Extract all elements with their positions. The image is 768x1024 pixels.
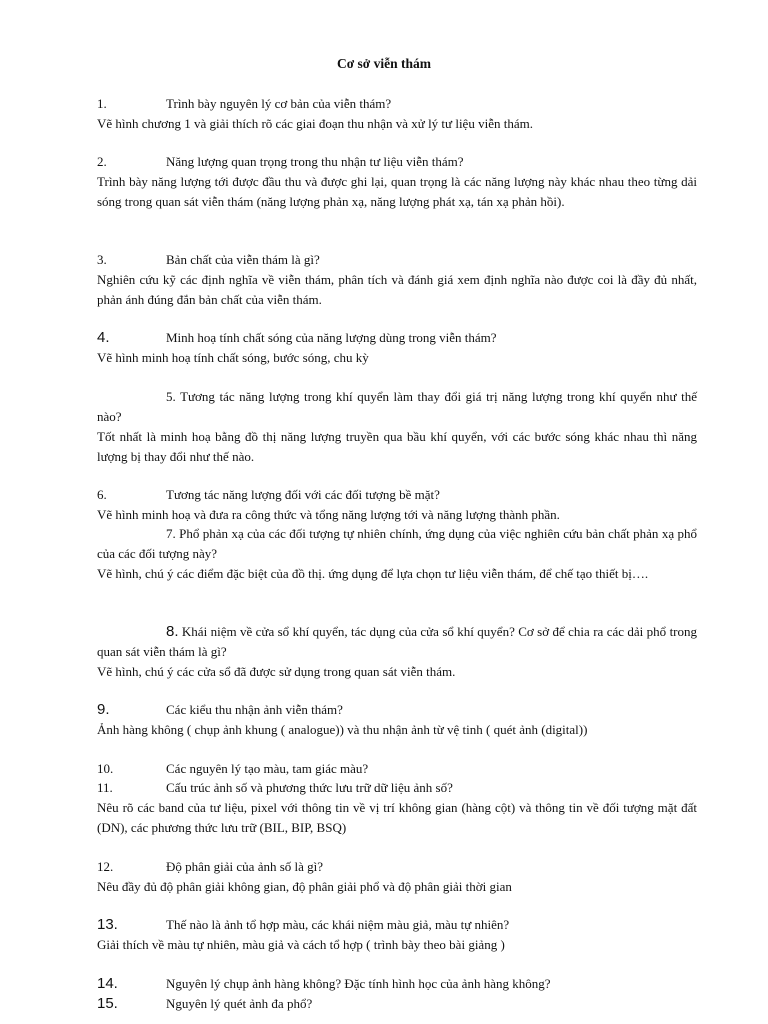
answer-7: Vẽ hình, chú ý các điểm đặc biệt của đồ thị. ứng dụng để lựa chọn tư liệu viễn thám, để chế tạo thiết bị…. [97,566,649,581]
question-text: Nguyên lý quét ảnh đa phổ? [166,996,313,1011]
answer-4: Vẽ hình minh hoạ tính chất sóng, bước sóng, chu kỳ [97,350,369,365]
question-number: 4. [97,329,110,346]
question-number: 2. [97,154,107,169]
question-5 [97,387,697,427]
question-text: Bản chất của viễn thám là gì? [166,252,320,267]
question-text: Thế nào là ảnh tổ hợp màu, các khái niệm màu giả, màu tự nhiên? [166,917,510,932]
answer-13: Giải thích về màu tự nhiên, màu giả và cách tổ hợp ( trình bày theo bài giảng ) [97,937,505,952]
answer-8: Vẽ hình, chú ý các cửa sổ đã được sử dụng trong quan sát viễn thám. [97,664,456,679]
question-number: 7. [166,526,176,541]
question-10 [97,759,697,779]
answer-9: Ảnh hàng không ( chụp ảnh khung ( analogue)) và thu nhận ảnh từ vệ tinh ( quét ảnh (digital)) [97,722,588,737]
question-number: 14. [97,975,118,992]
question-1 [97,94,697,114]
question-text: Minh hoạ tính chất sóng của năng lượng dùng trong viễn thám? [166,330,497,345]
question-text: Cấu trúc ảnh số và phương thức lưu trữ dữ liệu ảnh số? [166,780,453,795]
question-text: Phổ phản xạ của các đối tượng tự nhiên chính, ứng dụng của việc nghiên cứu bản chất phản xạ phổ của các đối tượng này? [97,526,697,561]
question-7 [97,524,697,564]
question-text: Các kiểu thu nhận ảnh viễn thám? [166,702,343,717]
question-number: 11. [97,780,113,795]
answer-2: Trình bày năng lượng tới được đầu thu và được ghi lại, quan trọng là các năng lượng này khác nhau theo từng dải sóng trong quan sát viễn thám (năng lượng phản xạ, năng lượng phát xạ, tán xạ phản hồi). [97,174,697,209]
question-number: 13. [97,916,118,933]
question-text: Khái niệm về cửa sổ khí quyển, tác dụng của cửa sổ khí quyển? Cơ sở để chia ra các dải phổ trong quan sát viễn thám là gì? [97,624,698,659]
question-number: 3. [97,252,107,267]
question-number: 5. [166,389,176,404]
question-text: Tương tác năng lượng trong khí quyển làm thay đổi giá trị năng lượng trong khí quyển như thế nào? [97,389,697,424]
question-text: Năng lượng quan trọng trong thu nhận tư liệu viễn thám? [166,154,464,169]
question-8 [97,622,697,662]
question-number: 15. [97,995,118,1012]
answer-11: Nêu rõ các band của tư liệu, pixel với thông tin về vị trí không gian (hàng cột) và thông tin về đối tượng mặt đất (DN), các phương thức lưu trữ (BIL, BIP, BSQ) [97,800,697,835]
question-text: Tương tác năng lượng đối với các đối tượng bề mặt? [166,487,440,502]
question-4 [97,328,697,348]
question-number: 1. [97,96,107,111]
question-15 [97,994,697,1014]
question-14 [97,974,697,994]
answer-3: Nghiên cứu kỹ các định nghĩa về viễn thám, phân tích và đánh giá xem định nghĩa nào được coi là đầy đủ nhất, phản ánh đúng đắn bản chất của viễn thám. [97,272,697,307]
question-6 [97,485,697,505]
answer-6: Vẽ hình minh hoạ và đưa ra công thức và tổng năng lượng tới và năng lượng thành phần. [97,507,560,522]
question-11 [97,778,697,798]
question-2 [97,152,697,172]
question-9 [97,700,697,720]
question-3 [97,250,697,270]
question-number: 8. [166,623,179,640]
question-text: Nguyên lý chụp ảnh hàng không? Đặc tính hình học của ảnh hàng không? [166,976,551,991]
question-13 [97,915,697,935]
question-number: 10. [97,761,114,776]
answer-1: Vẽ hình chương 1 và giải thích rõ các giai đoạn thu nhận và xử lý tư liệu viễn thám. [97,116,533,131]
question-number: 12. [97,859,114,874]
question-12 [97,857,697,877]
answer-12: Nêu đầy đủ độ phân giải không gian, độ phân giải phổ và độ phân giải thời gian [97,879,512,894]
question-text: Các nguyên lý tạo màu, tam giác màu? [166,761,369,776]
question-number: 9. [97,701,110,718]
answer-5: Tốt nhất là minh hoạ bằng đồ thị năng lượng truyền qua bầu khí quyển, với các bước sóng khác nhau thì năng lượng bị thay đổi như thế nào. [97,429,697,464]
question-text: Độ phân giải của ảnh số là gì? [166,859,324,874]
question-text: Trình bày nguyên lý cơ bản của viễn thám? [166,96,392,111]
document-title: Cơ sở viễn thám [336,56,432,71]
question-number: 6. [97,487,107,502]
